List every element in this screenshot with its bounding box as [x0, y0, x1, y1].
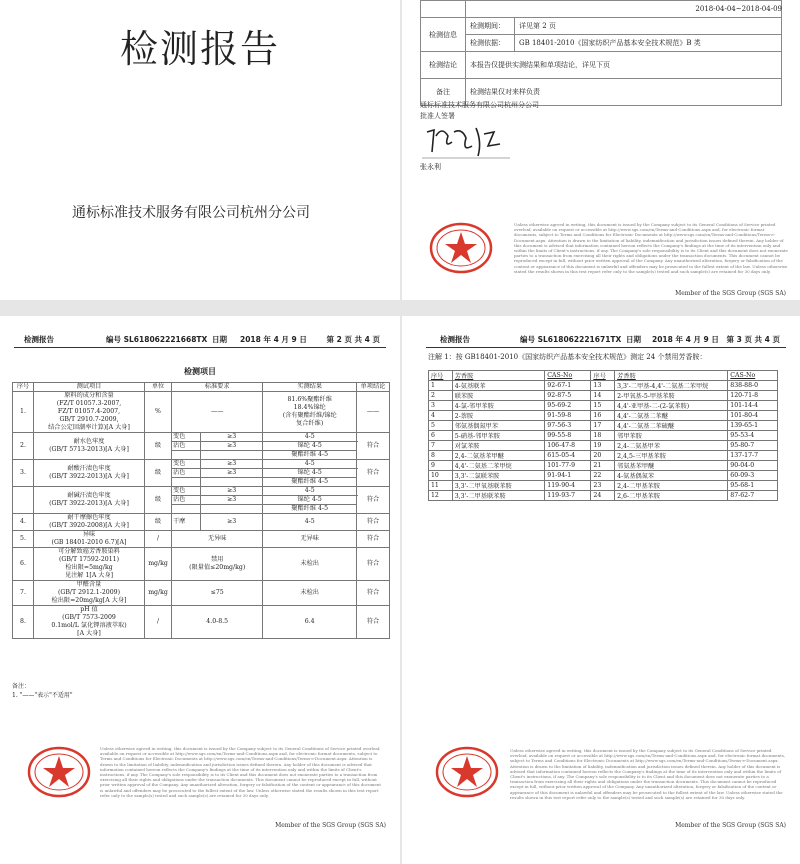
cell: 4 [429, 411, 453, 421]
cell-result: 未检出 [263, 548, 357, 581]
col-header: 单位 [145, 383, 172, 392]
cell-result: 6.4 [263, 606, 357, 639]
summary-value: 检测结果仅对来样负责 [466, 79, 782, 106]
col-header: 测试项目 [34, 383, 145, 392]
cell: 联苯胺 [452, 391, 545, 401]
summary-sublabel: 检测依据： [466, 35, 515, 52]
cell: 2,4-二氨基苯甲醚 [452, 451, 545, 461]
sign-company: 通标标准技术服务有限公司杭州分公司 [420, 101, 539, 109]
cell-result: 锦纶 4-5 [263, 469, 357, 478]
cell-conclusion: 符合 [357, 548, 390, 581]
col-header: 芳香胺 [452, 371, 545, 381]
summary-label: 检测信息 [421, 18, 466, 52]
summary-sublabel: 检测期间： [466, 18, 515, 35]
cell-unit: / [145, 531, 172, 548]
cell-result: 未检出 [263, 581, 357, 606]
cell-item: 可分解致癌芳香胺染料 (GB/T 17592-2011) 检出限=5mg/kg 见注解 1[A 大身] [34, 548, 145, 581]
cell: 119-93-7 [545, 491, 591, 501]
report-items-page [0, 316, 400, 864]
cell-req: ≥3 [201, 514, 263, 531]
table-row [429, 471, 778, 481]
cell: 邻氨基苯甲醚 [615, 461, 728, 471]
cell-req: ≤75 [172, 581, 263, 606]
cell-item: 耐干摩擦色牢度 (GB/T 3920-2008)[A 大身] [34, 514, 145, 531]
table-row [429, 391, 778, 401]
member-text: Member of the SGS Group (SGS SA) [675, 290, 786, 297]
terms-text: Unless otherwise agreed in writing, this document is issued by the Company subject to its General Conditions of Service printed overleaf, available on request or accessible at http://www.sgs.com/en/Terms-and-Conditions.aspx and, for electronic format documents, subject to Terms and Conditions for Electronic Documents at http://www.sgs.com/en/Terms-and-Conditions/Terms-e-Document.aspx. Attention is drawn to the limitation of liability, indemnification and jurisdiction issues defined therein. Any holder of this document is advised that information contained hereon reflects the Company's findings at the time of its intervention only and within the limits of Client's instructions, if any. The Company's sole responsibility is to its Client and this document does not exonerate parties to a transaction from exercising all their rights and obligations under the transaction documents. This document cannot be reproduced except in full, without prior written approval of the Company. Any unauthorized alteration, forgery or falsification of the content or appearance of this document is unlawful and offenders may be prosecuted to the fullest extent of the law. Unless otherwise stated the results shown in this test report refer only to the sample(s) tested and such sample(s) are retained for 30 days only. [514, 222, 788, 274]
cell-unit: mg/kg [145, 548, 172, 581]
cell: 87-62-7 [728, 491, 778, 501]
cell-no: 2. [13, 433, 34, 460]
cell: 3,3'-二甲基联苯胺 [452, 491, 545, 501]
cell-req [201, 451, 263, 460]
table-row [13, 581, 390, 606]
cell-no: 3. [13, 460, 34, 487]
cell-result: 聚酯纤维 4-5 [263, 505, 357, 514]
summary-label: 备注 [421, 79, 466, 106]
cell-req: ≥3 [201, 433, 263, 442]
page-header [14, 334, 386, 346]
cell-result: 4-5 [263, 487, 357, 496]
cell-unit: / [145, 606, 172, 639]
table-row [421, 18, 782, 35]
table-row [429, 491, 778, 501]
cell-req: ≥3 [201, 469, 263, 478]
cell: 24 [591, 491, 615, 501]
cell: 97-56-3 [545, 421, 591, 431]
cell-item: 甲醛含量 (GB/T 2912.1-2009) 检出限=20mg/kg[A 大身] [34, 581, 145, 606]
cell-result: 4-5 [263, 460, 357, 469]
cell-req-type [172, 505, 201, 514]
table-row [429, 411, 778, 421]
summary-table [420, 0, 782, 106]
cell: 16 [591, 411, 615, 421]
cell: 4-氨基偶氮苯 [615, 471, 728, 481]
table-row [429, 461, 778, 471]
cell-item: 耐水色牢度 (GB/T 5713-2013)[A 大身] [34, 433, 145, 460]
summary-value: 本报告仅提供实测结果和单项结论，详见下页 [466, 52, 782, 79]
header-date: 2018 年 4 月 9 日 [240, 335, 307, 344]
header-divider [426, 347, 786, 348]
header-report: 检测报告 [440, 335, 470, 344]
table-row [13, 487, 390, 496]
table-row [13, 392, 390, 433]
cell: 11 [429, 481, 453, 491]
col-header: 序号 [13, 383, 34, 392]
cell: 95-53-4 [728, 431, 778, 441]
table-row [13, 460, 390, 469]
amines-note: 注解 1：按 GB18401-2010《国家纺织产品基本安全技术规范》测定 24 个禁用芳香胺： [428, 353, 707, 361]
header-date-label: 日期 [212, 335, 227, 344]
cell-item: 原料的成分和含量 (FZ/T 01057.3-2007, FZ/T 01057.4-2007, GB/T 2910.7-2009, 结合公定回潮率计算)[A 大身] [34, 392, 145, 433]
cell: 4,4'-二氨基二苯硫醚 [615, 421, 728, 431]
sgs-stamp-icon [426, 220, 496, 276]
col-header: 实测结果 [263, 383, 357, 392]
cell: 对氯苯胺 [452, 441, 545, 451]
cover-title: 检测报告 [119, 27, 280, 71]
cell: 3,3'-二甲氧基联苯胺 [452, 481, 545, 491]
cell: 19 [591, 441, 615, 451]
cell: 2,6-二甲基苯胺 [615, 491, 728, 501]
cell: 23 [591, 481, 615, 491]
col-header: CAS-No [728, 371, 778, 381]
cell: 119-90-4 [545, 481, 591, 491]
summary-label: 检测结论 [421, 52, 466, 79]
summary-value: 详见第 2 页 [515, 18, 782, 35]
cell: 2,4-二甲基苯胺 [615, 481, 728, 491]
cell-req-type: 变色 [172, 460, 201, 469]
cover-company: 通标标准技术服务有限公司杭州分公司 [72, 205, 310, 221]
sign-role: 批准人签署 [420, 112, 455, 120]
notes [12, 682, 73, 700]
cell: 14 [591, 391, 615, 401]
note-line: 备注： [12, 683, 31, 690]
cell: 5 [429, 421, 453, 431]
cell: 13 [591, 381, 615, 391]
note-line: 1. "——"表示"不适用" [12, 692, 73, 699]
cell: 21 [591, 461, 615, 471]
cell-unit: % [145, 392, 172, 433]
cell: 12 [429, 491, 453, 501]
cell: 95-68-1 [728, 481, 778, 491]
cell-result: 锦纶 4-5 [263, 442, 357, 451]
cell-conclusion: 符合 [357, 606, 390, 639]
cell-req-type: 沾色 [172, 469, 201, 478]
cell: 3 [429, 401, 453, 411]
cell-req [201, 478, 263, 487]
cell-no: 8. [13, 606, 34, 639]
header-number: 编号 SL618062221671TX [520, 335, 622, 344]
cell-conclusion: 符合 [357, 487, 390, 514]
cell: 139-65-1 [728, 421, 778, 431]
cell: 4,4'-二氨基二苯甲烷 [452, 461, 545, 471]
header-page: 第 3 页 共 4 页 [726, 335, 780, 344]
cell-result: 锦纶 4-5 [263, 496, 357, 505]
col-header: 序号 [429, 371, 453, 381]
member-text: Member of the SGS Group (SGS SA) [275, 822, 386, 829]
cell-no: 5. [13, 531, 34, 548]
cell-req-type [172, 451, 201, 460]
table-row [429, 451, 778, 461]
table-row [421, 52, 782, 79]
cell-item: 耐碱汗渍色牢度 (GB/T 3922-2013)[A 大身] [34, 487, 145, 514]
cell-req-type: 变色 [172, 487, 201, 496]
cell-req: ≥3 [201, 487, 263, 496]
col-header: CAS-No [545, 371, 591, 381]
signature-icon [422, 122, 512, 162]
cell-req-type: 干摩 [172, 514, 201, 531]
col-header: 标准要求 [172, 383, 263, 392]
cell: 15 [591, 401, 615, 411]
summary-value: GB 18401-2010《国家纺织产品基本安全技术规范》B 类 [515, 35, 782, 52]
sgs-stamp-icon [432, 744, 502, 800]
cell: 10 [429, 471, 453, 481]
cell: 838-88-0 [728, 381, 778, 391]
table-row [429, 381, 778, 391]
cell: 4,4'-二氨基二苯醚 [615, 411, 728, 421]
cell-no: 7. [13, 581, 34, 606]
cell: 9 [429, 461, 453, 471]
cell-req-type: 变色 [172, 433, 201, 442]
sign-block [420, 100, 539, 122]
cell: 90-04-0 [728, 461, 778, 471]
table-row [429, 421, 778, 431]
cell-conclusion: 符合 [357, 514, 390, 531]
summary-label [421, 1, 466, 18]
cell: 4,4'-亚甲基-二-(2-氯苯胺) [615, 401, 728, 411]
header-report: 检测报告 [24, 335, 54, 344]
cell-result: 4-5 [263, 433, 357, 442]
cell-req-type [172, 478, 201, 487]
cell-req [201, 505, 263, 514]
cell: 120-71-8 [728, 391, 778, 401]
cell-no: 6. [13, 548, 34, 581]
header-date: 2018 年 4 月 9 日 [652, 335, 719, 344]
header-divider [14, 347, 386, 348]
cell-conclusion: 符合 [357, 433, 390, 460]
cell: 2 [429, 391, 453, 401]
cell: 1 [429, 381, 453, 391]
cell-req: ≥3 [201, 460, 263, 469]
cell-item: pH 值 (GB/T 7573-2009 0.1mol/L 氯化钾溶液萃取) [A 大身] [34, 606, 145, 639]
cell-req: 无异味 [172, 531, 263, 548]
col-header: 序号 [591, 371, 615, 381]
cell: 92-87-5 [545, 391, 591, 401]
cell: 2-甲氧基-5-甲基苯胺 [615, 391, 728, 401]
cell: 615-05-4 [545, 451, 591, 461]
col-header: 单项结论 [357, 383, 390, 392]
cell: 95-69-2 [545, 401, 591, 411]
sgs-stamp-icon [24, 744, 94, 800]
cell-result: 聚酯纤维 4-5 [263, 478, 357, 487]
cell-conclusion: 符合 [357, 581, 390, 606]
cell: 101-77-9 [545, 461, 591, 471]
table-row [13, 433, 390, 442]
cell: 2-萘胺 [452, 411, 545, 421]
cell-item: 异味 (GB 18401-2010 6.7)[A] [34, 531, 145, 548]
cell: 22 [591, 471, 615, 481]
table-row [429, 481, 778, 491]
cell: 91-94-1 [545, 471, 591, 481]
cell: 3,3'-二甲基-4,4'-二氨基二苯甲烷 [615, 381, 728, 391]
cell-conclusion: —— [357, 392, 390, 433]
header-number: 编号 SL618062221668TX [106, 335, 208, 344]
cell: 2,4,5-三甲基苯胺 [615, 451, 728, 461]
page-header [416, 334, 786, 346]
cell: 95-80-7 [728, 441, 778, 451]
signer-name: 张永利 [420, 163, 441, 171]
items-title: 检测项目 [184, 366, 216, 376]
cell-result: 4-5 [263, 514, 357, 531]
cell-req-type: 沾色 [172, 496, 201, 505]
table-row [13, 548, 390, 581]
items-table [12, 382, 390, 639]
table-row [13, 606, 390, 639]
table-row [421, 35, 782, 52]
cell-no: 1. [13, 392, 34, 433]
table-row [13, 514, 390, 531]
cell-no [13, 487, 34, 514]
col-header: 芳香胺 [615, 371, 728, 381]
cell: 101-80-4 [728, 411, 778, 421]
cell: 101-14-4 [728, 401, 778, 411]
cell-result: 81.6%聚酯纤维 18.4%锦纶 (含有聚酯纤维/锦纶 复合纤维) [263, 392, 357, 433]
cell: 99-55-8 [545, 431, 591, 441]
cell-unit: 级 [145, 460, 172, 487]
table-header-row [13, 383, 390, 392]
cell-req-type: 沾色 [172, 442, 201, 451]
cell: 5-硝基-邻甲苯胺 [452, 431, 545, 441]
cell: 6 [429, 431, 453, 441]
cell: 92-67-1 [545, 381, 591, 391]
terms-text: Unless otherwise agreed in writing, this document is issued by the Company subject to its General Conditions of Service printed overleaf, available on request or accessible at http://www.sgs.com/en/Terms-and-Conditions.aspx and, for electronic format documents, subject to Terms and Conditions for Electronic Documents at http://www.sgs.com/en/Terms-and-Conditions/Terms-e-Document.aspx. Attention is drawn to the limitation of liability, indemnification and jurisdiction issues defined therein. Any holder of this document is advised that information contained hereon reflects the Company's findings at the time of its intervention only and within the limits of Client's instructions, if any. The Company's sole responsibility is to its Client and this document does not exonerate parties to a transaction from exercising all their rights and obligations under the transaction documents. This document cannot be reproduced except in full, without prior written approval of the Company. Any unauthorized alteration, forgery or falsification of the content or appearance of this document is unlawful and offenders may be prosecuted to the fullest extent of the law. Unless otherwise stated the results shown in this test report refer only to the sample(s) tested and such sample(s) are retained for 30 days only. [100, 746, 381, 798]
table-header-row [429, 371, 778, 381]
cell: 137-17-7 [728, 451, 778, 461]
cell-req: 4.0-8.5 [172, 606, 263, 639]
cell-unit: 级 [145, 514, 172, 531]
report-amines-page [402, 316, 800, 864]
cell-no: 4. [13, 514, 34, 531]
cell-conclusion: 符合 [357, 460, 390, 487]
cell-req: ≥3 [201, 442, 263, 451]
table-row [429, 401, 778, 411]
cell-result: 聚酯纤维 4-5 [263, 451, 357, 460]
cell: 91-59-8 [545, 411, 591, 421]
header-page: 第 2 页 共 4 页 [326, 335, 380, 344]
cell: 邻氨基偶氮甲苯 [452, 421, 545, 431]
terms-text: Unless otherwise agreed in writing, this document is issued by the Company subject to its General Conditions of Service printed overleaf, available on request or accessible at http://www.sgs.com/en/Terms-and-Conditions.aspx and, for electronic format documents, subject to Terms and Conditions for Electronic Documents at http://www.sgs.com/en/Terms-and-Conditions/Terms-e-Document.aspx. Attention is drawn to the limitation of liability, indemnification and jurisdiction issues defined therein. Any holder of this document is advised that information contained hereon reflects the Company's findings at the time of its intervention only and within the limits of Client's instructions, if any. The Company's sole responsibility is to its Client and this document does not exonerate parties to a transaction from exercising all their rights and obligations under the transaction documents. This document cannot be reproduced except in full, without prior written approval of the Company. Any unauthorized alteration, forgery or falsification of the content or appearance of this document is unlawful and offenders may be prosecuted to the fullest extent of the law. Unless otherwise stated the results shown in this test report refer only to the sample(s) tested and such sample(s) are retained for 30 days only. [510, 748, 786, 800]
cell: 20 [591, 451, 615, 461]
cell: 2,4-二氨基甲苯 [615, 441, 728, 451]
report-cover-page [0, 0, 400, 300]
member-text: Member of the SGS Group (SGS SA) [675, 822, 786, 829]
cell-req: ≥3 [201, 496, 263, 505]
cell-result: 无异味 [263, 531, 357, 548]
cell: 邻甲苯胺 [615, 431, 728, 441]
amines-table [428, 370, 778, 501]
cell-item: 耐酸汗渍色牢度 (GB/T 3922-2013)[A 大身] [34, 460, 145, 487]
cell: 106-47-8 [545, 441, 591, 451]
cell: 4-氨基联苯 [452, 381, 545, 391]
cell: 18 [591, 431, 615, 441]
cell: 4-氯-邻甲苯胺 [452, 401, 545, 411]
table-row [13, 531, 390, 548]
period-value: 2018-04-04~2018-04-09 [695, 5, 782, 13]
cell-req: —— [172, 392, 263, 433]
cell: 60-09-3 [728, 471, 778, 481]
table-row [429, 441, 778, 451]
cell-req: 禁用 (限量值≤20mg/kg) [172, 548, 263, 581]
header-date-label: 日期 [626, 335, 641, 344]
cell-unit: 级 [145, 433, 172, 460]
table-row [429, 431, 778, 441]
cell: 8 [429, 451, 453, 461]
cell: 3,3'-二氯联苯胺 [452, 471, 545, 481]
cell-unit: 级 [145, 487, 172, 514]
cell: 17 [591, 421, 615, 431]
cell-conclusion: 符合 [357, 531, 390, 548]
cell: 7 [429, 441, 453, 451]
report-summary-page [402, 0, 800, 300]
cell-unit: mg/kg [145, 581, 172, 606]
